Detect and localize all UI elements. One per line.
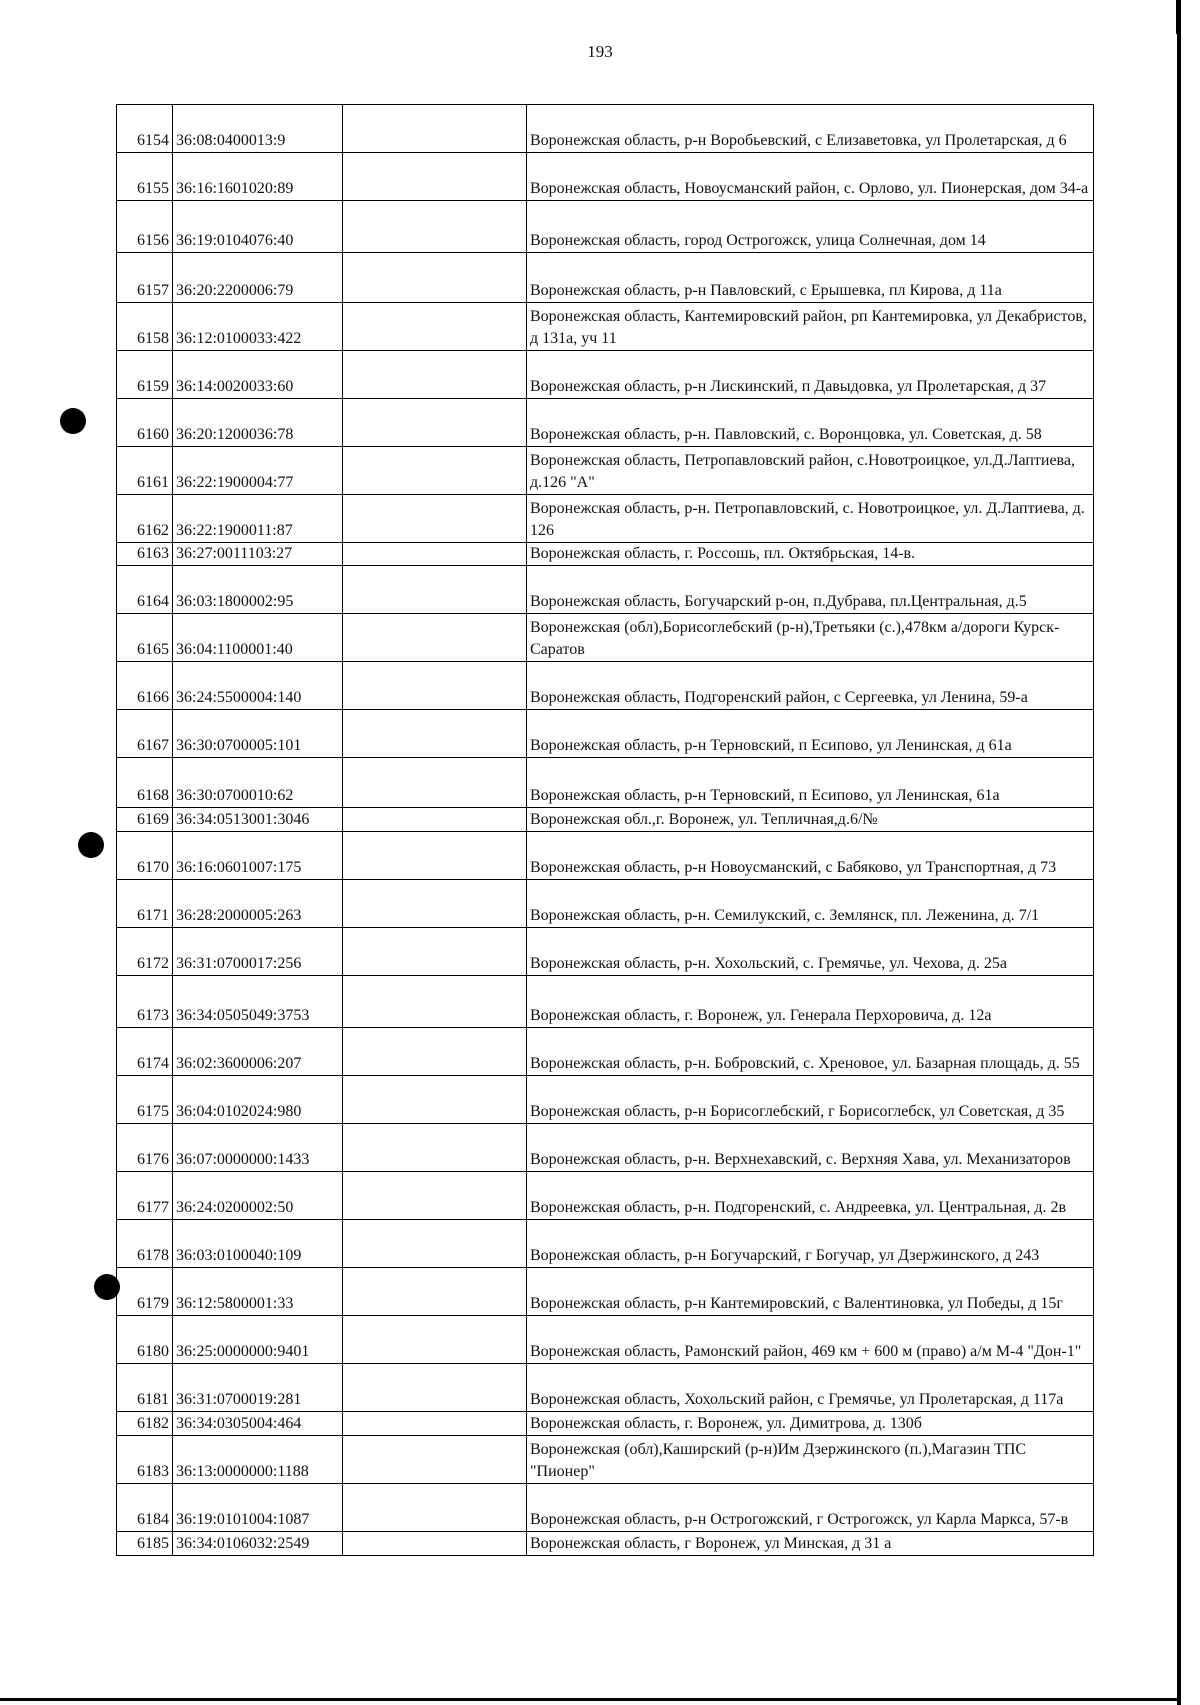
empty-cell	[343, 808, 527, 832]
table-row	[117, 832, 1094, 880]
empty-cell	[343, 1412, 527, 1436]
registry-table	[116, 104, 1094, 1556]
row-number: 6174	[117, 1028, 173, 1076]
address: Воронежская область, Хохольский район, с Гремячье, ул Пролетарская, д 117а	[527, 1364, 1094, 1412]
empty-cell	[343, 1364, 527, 1412]
table-row	[117, 303, 1094, 351]
row-number: 6178	[117, 1220, 173, 1268]
table-row	[117, 1124, 1094, 1172]
empty-cell	[343, 351, 527, 399]
row-number: 6172	[117, 928, 173, 976]
address: Воронежская область, Новоусманский район, с. Орлово, ул. Пионерская, дом 34-а	[527, 153, 1094, 201]
cadastral-number: 36:14:0020033:60	[173, 351, 343, 399]
table-row	[117, 1436, 1094, 1484]
empty-cell	[343, 1220, 527, 1268]
address: Воронежская обл.,г. Воронеж, ул. Тепличная,д.6/№	[527, 808, 1094, 832]
row-number: 6158	[117, 303, 173, 351]
cadastral-number: 36:16:1601020:89	[173, 153, 343, 201]
row-number: 6156	[117, 201, 173, 253]
row-number: 6165	[117, 614, 173, 662]
table-row	[117, 399, 1094, 447]
cadastral-number: 36:13:0000000:1188	[173, 1436, 343, 1484]
address: Воронежская область, р-н. Семилукский, с. Землянск, пл. Леженина, д. 7/1	[527, 880, 1094, 928]
address: Воронежская (обл),Борисоглебский (р-н),Третьяки (с.),478км а/дороги Курск-Саратов	[527, 614, 1094, 662]
page-number: 193	[587, 42, 613, 61]
empty-cell	[343, 495, 527, 543]
address: Воронежская область, р-н. Бобровский, с. Хреновое, ул. Базарная площадь, д. 55	[527, 1028, 1094, 1076]
row-number: 6181	[117, 1364, 173, 1412]
row-number: 6182	[117, 1412, 173, 1436]
cadastral-number: 36:03:1800002:95	[173, 566, 343, 614]
empty-cell	[343, 662, 527, 710]
table-row	[117, 566, 1094, 614]
table-row	[117, 880, 1094, 928]
address: Воронежская область, р-н Воробьевский, с Елизаветовка, ул Пролетарская, д 6	[527, 105, 1094, 153]
cadastral-number: 36:04:1100001:40	[173, 614, 343, 662]
row-number: 6171	[117, 880, 173, 928]
cadastral-number: 36:12:0100033:422	[173, 303, 343, 351]
row-number: 6168	[117, 758, 173, 808]
cadastral-number: 36:08:0400013:9	[173, 105, 343, 153]
row-number: 6183	[117, 1436, 173, 1484]
address: Воронежская область, р-н Терновский, п Есипово, ул Ленинская, д 61а	[527, 710, 1094, 758]
cadastral-number: 36:19:0104076:40	[173, 201, 343, 253]
table-row	[117, 614, 1094, 662]
page-border-bottom	[0, 1698, 1181, 1701]
row-number: 6170	[117, 832, 173, 880]
empty-cell	[343, 1484, 527, 1532]
address: Воронежская область, р-н Новоусманский, с Бабяково, ул Транспортная, д 73	[527, 832, 1094, 880]
empty-cell	[343, 303, 527, 351]
cadastral-number: 36:22:1900011:87	[173, 495, 343, 543]
address: Воронежская область, р-н Острогожский, г Острогожск, ул Карла Маркса, 57-в	[527, 1484, 1094, 1532]
table-row	[117, 201, 1094, 253]
table-row	[117, 253, 1094, 303]
cadastral-number: 36:34:0505049:3753	[173, 976, 343, 1028]
empty-cell	[343, 1076, 527, 1124]
table-row	[117, 808, 1094, 832]
table-row	[117, 1220, 1094, 1268]
empty-cell	[343, 447, 527, 495]
address: Воронежская область, Петропавловский район, с.Новотроицкое, ул.Д.Лаптиева, д.126 "А"	[527, 447, 1094, 495]
registry-table-body	[117, 105, 1094, 1556]
address: Воронежская область, г Воронеж, ул Минская, д 31 а	[527, 1532, 1094, 1556]
table-row	[117, 1412, 1094, 1436]
table-row	[117, 928, 1094, 976]
page-border-right	[1177, 30, 1181, 1705]
row-number: 6163	[117, 543, 173, 566]
empty-cell	[343, 153, 527, 201]
empty-cell	[343, 253, 527, 303]
address: Воронежская область, р-н. Петропавловский, с. Новотроицкое, ул. Д.Лаптиева, д. 126	[527, 495, 1094, 543]
empty-cell	[343, 614, 527, 662]
empty-cell	[343, 543, 527, 566]
cadastral-number: 36:04:0102024:980	[173, 1076, 343, 1124]
table-row	[117, 447, 1094, 495]
table-row	[117, 1268, 1094, 1316]
cadastral-number: 36:34:0513001:3046	[173, 808, 343, 832]
address: Воронежская (обл),Каширский (р-н)Им Дзержинского (п.),Магазин ТПС "Пионер"	[527, 1436, 1094, 1484]
row-number: 6164	[117, 566, 173, 614]
binder-hole-2	[78, 832, 104, 858]
cadastral-number: 36:31:0700019:281	[173, 1364, 343, 1412]
row-number: 6162	[117, 495, 173, 543]
row-number: 6166	[117, 662, 173, 710]
address: Воронежская область, Богучарский р-он, п.Дубрава, пл.Центральная, д.5	[527, 566, 1094, 614]
row-number: 6175	[117, 1076, 173, 1124]
address: Воронежская область, г. Воронеж, ул. Димитрова, д. 130б	[527, 1412, 1094, 1436]
address: Воронежская область, р-н Борисоглебский, г Борисоглебск, ул Советская, д 35	[527, 1076, 1094, 1124]
row-number: 6155	[117, 153, 173, 201]
table-row	[117, 543, 1094, 566]
address: Воронежская область, г. Россошь, пл. Октябрьская, 14-в.	[527, 543, 1094, 566]
table-row	[117, 758, 1094, 808]
page-border-top	[1176, 0, 1181, 34]
row-number: 6180	[117, 1316, 173, 1364]
row-number: 6167	[117, 710, 173, 758]
empty-cell	[343, 1268, 527, 1316]
cadastral-number: 36:24:0200002:50	[173, 1172, 343, 1220]
empty-cell	[343, 1532, 527, 1556]
empty-cell	[343, 880, 527, 928]
binder-hole-1	[60, 408, 86, 434]
table-row	[117, 976, 1094, 1028]
cadastral-number: 36:28:2000005:263	[173, 880, 343, 928]
empty-cell	[343, 105, 527, 153]
empty-cell	[343, 832, 527, 880]
empty-cell	[343, 710, 527, 758]
address: Воронежская область, р-н. Павловский, с. Воронцовка, ул. Советская, д. 58	[527, 399, 1094, 447]
table-row	[117, 1532, 1094, 1556]
row-number: 6179	[117, 1268, 173, 1316]
address: Воронежская область, р-н. Хохольский, с. Гремячье, ул. Чехова, д. 25а	[527, 928, 1094, 976]
table-row	[117, 105, 1094, 153]
cadastral-number: 36:03:0100040:109	[173, 1220, 343, 1268]
row-number: 6185	[117, 1532, 173, 1556]
row-number: 6176	[117, 1124, 173, 1172]
cadastral-number: 36:16:0601007:175	[173, 832, 343, 880]
row-number: 6184	[117, 1484, 173, 1532]
address: Воронежская область, р-н Кантемировский, с Валентиновка, ул Победы, д 15г	[527, 1268, 1094, 1316]
cadastral-number: 36:22:1900004:77	[173, 447, 343, 495]
cadastral-number: 36:02:3600006:207	[173, 1028, 343, 1076]
cadastral-number: 36:20:2200006:79	[173, 253, 343, 303]
empty-cell	[343, 1316, 527, 1364]
cadastral-number: 36:31:0700017:256	[173, 928, 343, 976]
address: Воронежская область, р-н Лискинский, п Давыдовка, ул Пролетарская, д 37	[527, 351, 1094, 399]
address: Воронежская область, Подгоренский район, с Сергеевка, ул Ленина, 59-а	[527, 662, 1094, 710]
cadastral-number: 36:34:0106032:2549	[173, 1532, 343, 1556]
row-number: 6161	[117, 447, 173, 495]
table-row	[117, 153, 1094, 201]
empty-cell	[343, 1172, 527, 1220]
cadastral-number: 36:20:1200036:78	[173, 399, 343, 447]
cadastral-number: 36:27:0011103:27	[173, 543, 343, 566]
row-number: 6157	[117, 253, 173, 303]
empty-cell	[343, 1436, 527, 1484]
address: Воронежская область, г. Воронеж, ул. Генерала Перхоровича, д. 12а	[527, 976, 1094, 1028]
row-number: 6160	[117, 399, 173, 447]
address: Воронежская область, р-н Терновский, п Есипово, ул Ленинская, 61а	[527, 758, 1094, 808]
table-row	[117, 710, 1094, 758]
cadastral-number: 36:19:0101004:1087	[173, 1484, 343, 1532]
cadastral-number: 36:12:5800001:33	[173, 1268, 343, 1316]
table-row	[117, 1484, 1094, 1532]
row-number: 6169	[117, 808, 173, 832]
row-number: 6159	[117, 351, 173, 399]
empty-cell	[343, 976, 527, 1028]
row-number: 6173	[117, 976, 173, 1028]
cadastral-number: 36:30:0700005:101	[173, 710, 343, 758]
cadastral-number: 36:25:0000000:9401	[173, 1316, 343, 1364]
row-number: 6154	[117, 105, 173, 153]
empty-cell	[343, 758, 527, 808]
table-row	[117, 1316, 1094, 1364]
address: Воронежская область, город Острогожск, улица Солнечная, дом 14	[527, 201, 1094, 253]
address: Воронежская область, Рамонский район, 469 км + 600 м (право) а/м М-4 "Дон-1"	[527, 1316, 1094, 1364]
table-row	[117, 662, 1094, 710]
empty-cell	[343, 1124, 527, 1172]
cadastral-number: 36:30:0700010:62	[173, 758, 343, 808]
empty-cell	[343, 1028, 527, 1076]
address: Воронежская область, р-н. Подгоренский, с. Андреевка, ул. Центральная, д. 2в	[527, 1172, 1094, 1220]
table-row	[117, 1028, 1094, 1076]
cadastral-number: 36:07:0000000:1433	[173, 1124, 343, 1172]
cadastral-number: 36:34:0305004:464	[173, 1412, 343, 1436]
cadastral-number: 36:24:5500004:140	[173, 662, 343, 710]
table-row	[117, 1172, 1094, 1220]
empty-cell	[343, 928, 527, 976]
table-row	[117, 495, 1094, 543]
address: Воронежская область, р-н Богучарский, г Богучар, ул Дзержинского, д 243	[527, 1220, 1094, 1268]
table-row	[117, 351, 1094, 399]
row-number: 6177	[117, 1172, 173, 1220]
table-row	[117, 1364, 1094, 1412]
address: Воронежская область, р-н. Верхнехавский, с. Верхняя Хава, ул. Механизаторов	[527, 1124, 1094, 1172]
address: Воронежская область, Кантемировский район, рп Кантемировка, ул Декабристов, д 131а, уч 11	[527, 303, 1094, 351]
table-row	[117, 1076, 1094, 1124]
empty-cell	[343, 566, 527, 614]
address: Воронежская область, р-н Павловский, с Ерышевка, пл Кирова, д 11а	[527, 253, 1094, 303]
empty-cell	[343, 399, 527, 447]
empty-cell	[343, 201, 527, 253]
